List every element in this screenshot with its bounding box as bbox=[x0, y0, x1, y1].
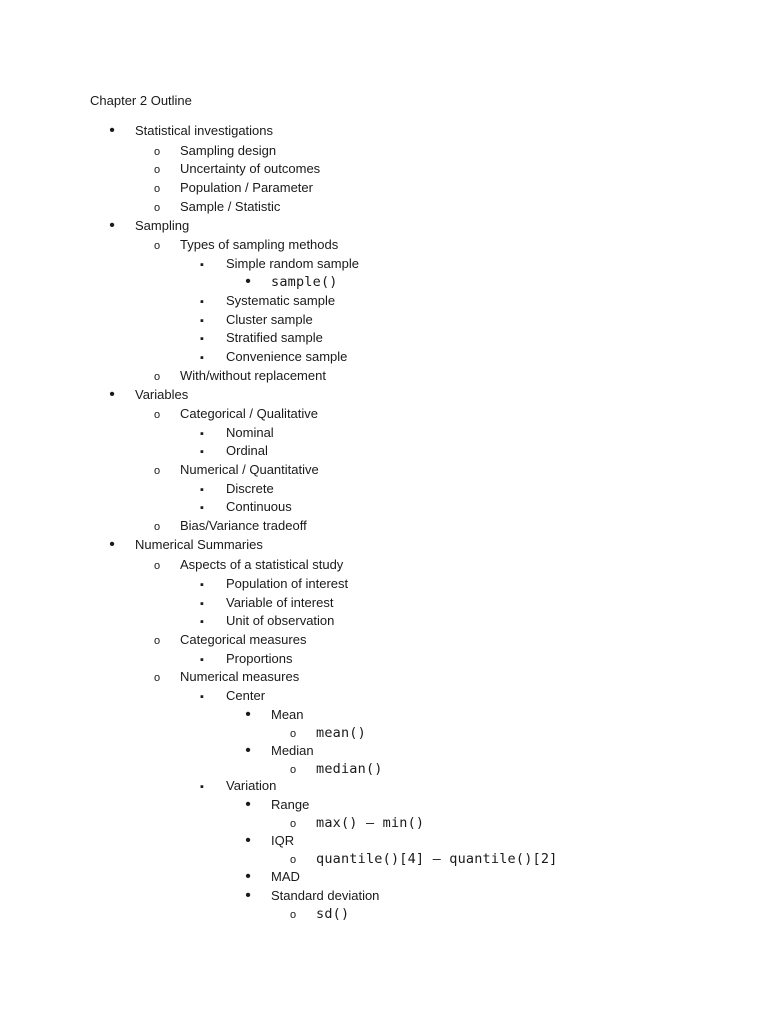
disc-bullet-icon bbox=[106, 122, 118, 140]
circle-bullet-icon bbox=[287, 905, 299, 924]
circle-bullet-icon bbox=[287, 724, 299, 743]
outline-item-text: Standard deviation bbox=[271, 888, 380, 903]
outline-item-text: With/without replacement bbox=[180, 368, 326, 383]
disc-bullet-icon bbox=[106, 536, 118, 554]
square-bullet-icon bbox=[196, 612, 208, 631]
outline-item-text: Systematic sample bbox=[226, 293, 336, 308]
outline-item-text: Bias/Variance tradeoff bbox=[180, 518, 307, 533]
disc-bullet-icon bbox=[106, 386, 118, 404]
square-bullet-icon bbox=[196, 311, 208, 330]
outline-item-text: Cluster sample bbox=[226, 312, 313, 327]
outline-item-text: Variables bbox=[135, 387, 189, 402]
circle-bullet-icon bbox=[151, 668, 163, 687]
outline-item-text: MAD bbox=[271, 869, 300, 884]
outline-item-text: Aspects of a statistical study bbox=[180, 557, 344, 572]
square-bullet-icon bbox=[196, 575, 208, 594]
square-bullet-icon bbox=[196, 255, 208, 274]
outline-item-text: Nominal bbox=[226, 425, 274, 440]
outline-item-code: max() – min() bbox=[316, 815, 425, 831]
outline-item-text: IQR bbox=[271, 833, 295, 848]
outline-item-text: Sampling bbox=[135, 218, 190, 233]
outline-item-text: Categorical / Qualitative bbox=[180, 406, 319, 421]
outline-item-text: Types of sampling methods bbox=[180, 237, 339, 252]
circle-bullet-icon bbox=[151, 405, 163, 424]
disc-bullet-icon bbox=[242, 742, 254, 760]
square-bullet-icon bbox=[196, 594, 208, 613]
outline-item-text: Simple random sample bbox=[226, 256, 359, 271]
outline-item-text: Proportions bbox=[226, 651, 293, 666]
outline-item-text: Statistical investigations bbox=[135, 123, 274, 138]
outline-item-text: Population of interest bbox=[226, 576, 349, 591]
circle-bullet-icon bbox=[151, 198, 163, 217]
circle-bullet-icon bbox=[287, 760, 299, 779]
circle-bullet-icon bbox=[151, 461, 163, 480]
disc-bullet-icon bbox=[242, 796, 254, 814]
circle-bullet-icon bbox=[151, 160, 163, 179]
square-bullet-icon bbox=[196, 687, 208, 706]
outline-item-text: Population / Parameter bbox=[180, 180, 313, 195]
outline-item-text: Continuous bbox=[226, 499, 292, 514]
outline-item-text: Sampling design bbox=[180, 143, 277, 158]
disc-bullet-icon bbox=[242, 868, 254, 886]
disc-bullet-icon bbox=[242, 887, 254, 905]
circle-bullet-icon bbox=[287, 814, 299, 833]
outline-item-text: Numerical Summaries bbox=[135, 537, 263, 552]
outline-item-text: Variation bbox=[226, 778, 277, 793]
circle-bullet-icon bbox=[151, 631, 163, 650]
square-bullet-icon bbox=[196, 442, 208, 461]
outline-item-text: Range bbox=[271, 797, 310, 812]
outline-item-text: Center bbox=[226, 688, 266, 703]
square-bullet-icon bbox=[196, 424, 208, 443]
disc-bullet-icon bbox=[242, 832, 254, 850]
outline-item-text: Stratified sample bbox=[226, 330, 323, 345]
square-bullet-icon bbox=[196, 650, 208, 669]
circle-bullet-icon bbox=[151, 142, 163, 161]
circle-bullet-icon bbox=[151, 179, 163, 198]
square-bullet-icon bbox=[196, 777, 208, 796]
outline-item-text: Numerical / Quantitative bbox=[180, 462, 319, 477]
disc-bullet-icon bbox=[242, 273, 254, 291]
outline-item-text: Convenience sample bbox=[226, 349, 348, 364]
page-title: Chapter 2 Outline bbox=[90, 93, 192, 108]
square-bullet-icon bbox=[196, 480, 208, 499]
outline-item-text: Variable of interest bbox=[226, 595, 334, 610]
disc-bullet-icon bbox=[106, 217, 118, 235]
square-bullet-icon bbox=[196, 348, 208, 367]
outline-item-code: sd() bbox=[316, 906, 350, 922]
disc-bullet-icon bbox=[242, 706, 254, 724]
outline-item-text: Ordinal bbox=[226, 443, 268, 458]
outline-item-code: quantile()[4] – quantile()[2] bbox=[316, 851, 558, 867]
outline-item-code: mean() bbox=[316, 725, 366, 741]
circle-bullet-icon bbox=[287, 850, 299, 869]
outline-item-text: Numerical measures bbox=[180, 669, 300, 684]
circle-bullet-icon bbox=[151, 236, 163, 255]
circle-bullet-icon bbox=[151, 517, 163, 536]
circle-bullet-icon bbox=[151, 556, 163, 575]
outline-item-text: Mean bbox=[271, 707, 304, 722]
circle-bullet-icon bbox=[151, 367, 163, 386]
outline-item-text: Categorical measures bbox=[180, 632, 307, 647]
outline-item-code: median() bbox=[316, 761, 383, 777]
square-bullet-icon bbox=[196, 292, 208, 311]
outline-item-code: sample() bbox=[271, 274, 338, 290]
outline-item-text: Uncertainty of outcomes bbox=[180, 161, 321, 176]
square-bullet-icon bbox=[196, 498, 208, 517]
outline-item-text: Unit of observation bbox=[226, 613, 335, 628]
square-bullet-icon bbox=[196, 329, 208, 348]
outline-item-text: Discrete bbox=[226, 481, 274, 496]
outline-item-text: Sample / Statistic bbox=[180, 199, 281, 214]
outline-item-text: Median bbox=[271, 743, 314, 758]
